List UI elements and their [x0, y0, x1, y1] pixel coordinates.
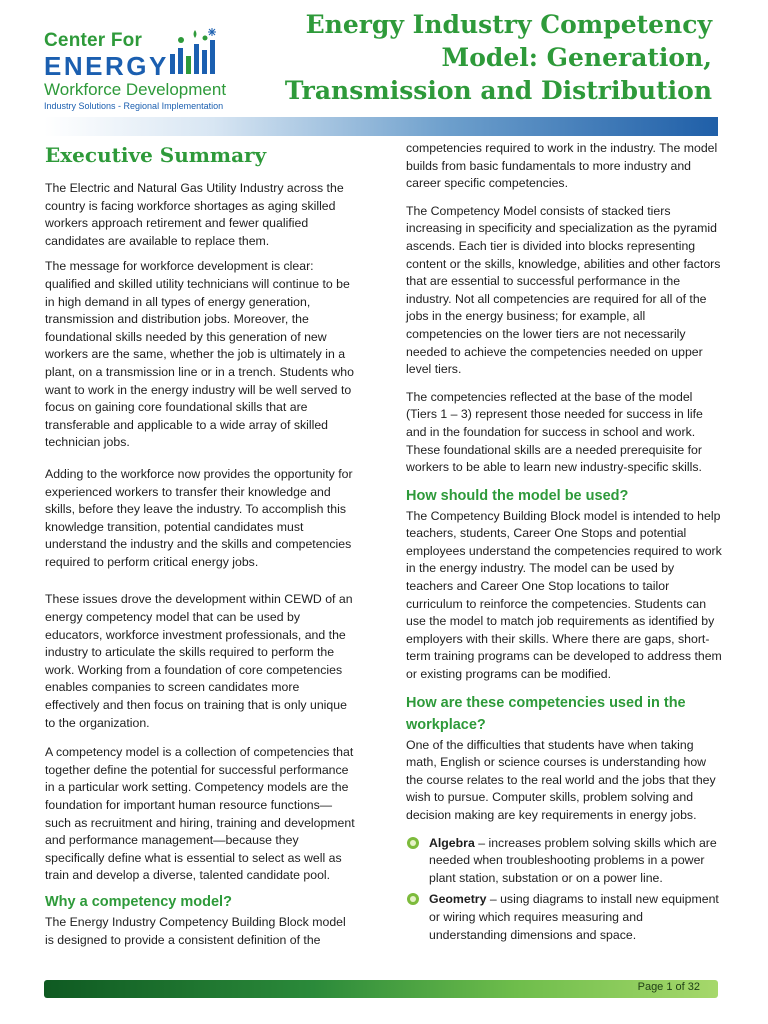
- why-competency-heading: Why a competency model?: [45, 893, 232, 910]
- page-number: Page 1 of 32: [637, 981, 700, 993]
- logo-tagline: Industry Solutions - Regional Implementation: [44, 101, 224, 111]
- title-line-1: Energy Industry Competency: [305, 10, 712, 39]
- paragraph: One of the difficulties that students have when taking math, English or science courses is understanding how the course relates to the real world and the jobs that they wish to pursue. Computer skills, problem solving and decision making are key requirements in energy jobs.: [406, 737, 716, 822]
- bullet-text: – using diagrams to install new equipment or wiring which requires measuring and understanding dimensions and space.: [429, 892, 719, 942]
- logo-line-energy: ENERGY: [44, 51, 169, 81]
- left-column: [45, 140, 357, 957]
- cewd-logo: [44, 26, 234, 116]
- paragraph: The Electric and Natural Gas Utility Industry across the country is facing workforce shortages as aging skilled workers approach retirement and fewer qualified candidates are available to replace them.: [45, 181, 344, 248]
- paragraph: The Energy Industry Competency Building Block model is designed to provide a consistent definition of the: [45, 914, 346, 947]
- subject-list: [406, 835, 724, 945]
- right-column: [406, 140, 724, 948]
- logo-line-center-for: Center For: [44, 30, 143, 51]
- title-line-3: Transmission and Distribution: [284, 76, 712, 105]
- paragraph: competencies required to work in the industry. The model builds from basic fundamentals to more industry and career specific competencies.: [406, 141, 718, 191]
- paragraph: These issues drove the development within CEWD of an energy competency model that can be used by educators, workforce investment professionals, and the industry to articulate the skills required to perform the work. Working from a foundation of core competencies enables companies to screen candidates more effectively and then focus on training that is only unique to the organization.: [45, 592, 353, 730]
- list-item: [406, 891, 724, 944]
- bullet-term: Algebra: [429, 835, 475, 850]
- green-bullet-icon: [406, 892, 420, 906]
- bullet-text: – increases problem solving skills which are needed when troubleshooting problems in a power plant station, substation or on a power line.: [429, 835, 717, 885]
- green-bullet-icon: [406, 836, 420, 850]
- title-line-2: Model: Generation,: [441, 43, 712, 72]
- paragraph: The message for workforce development is clear: qualified and skilled utility technicians will continue to be in high demand in all types of energy generation, transmission and distribution jobs. Moreover, the foundational skills needed by this generation of new workers are the same, whether the job is ultimately in a plant, on a transmission line or in a trench. Students who want to work in the energy industry will be well served to focus on gaining core foundational skills that are transferable and applicable to a wide array of skilled technician jobs.: [45, 259, 354, 450]
- how-used-heading: How should the model be used?: [406, 487, 629, 504]
- logo-line-workforce: Workforce Development: [44, 80, 227, 99]
- list-item: [406, 835, 724, 888]
- energy-bars-icon: [164, 26, 220, 78]
- paragraph: The Competency Building Block model is intended to help teachers, students, Career One Stops and potential employees understand the competencies required to work in the energy industry. The model can be used by teachers and Career One Stop locations to tailor curriculum to reinforce the competencies. Students can use the model to match job requirements as identified by employers with their skills. Where there are gaps, short-term training programs can be developed to address them or existing programs can be modified.: [406, 508, 722, 682]
- paragraph: Adding to the workforce now provides the opportunity for experienced workers to transfer their knowledge and skills, before they leave the industry. To accomplish this knowledge transition, potential candidates must understand the industry and the skills and competencies required to perform critical energy jobs.: [45, 466, 353, 569]
- paragraph: The Competency Model consists of stacked tiers increasing in specificity and specialization as the pyramid ascends. Each tier is divided into blocks representing content or the skills, knowledge, abilities and other factors that are essential to successful performance in the industry. Not all competencies are required for all of the jobs in the energy business; for example, all competencies on the lower tiers are not necessarily needed to achieve the competencies needed on upper level tiers.: [406, 203, 721, 377]
- workplace-heading: How are these competencies used in the workplace?: [406, 694, 686, 733]
- document-title: [252, 8, 712, 107]
- header-gradient-bar: [44, 117, 718, 136]
- bullet-term: Geometry: [429, 892, 487, 907]
- executive-summary-heading: Executive Summary: [45, 143, 267, 167]
- footer-bar: [44, 980, 718, 998]
- paragraph: The competencies reflected at the base of the model (Tiers 1 – 3) represent those needed for success in life and in the foundation for success in school and work. These foundational skills are a needed prerequisite for workers to be able to learn new industry-specific skills.: [406, 389, 703, 475]
- paragraph: A competency model is a collection of competencies that together define the potential for successful performance in a particular work setting. Competency models are the foundation for important human resource functions—such as recruitment and hiring, training and development and performance management—because they specifically define what is essential to select as well as train and develop a diverse, talented candidate pool.: [45, 745, 355, 883]
